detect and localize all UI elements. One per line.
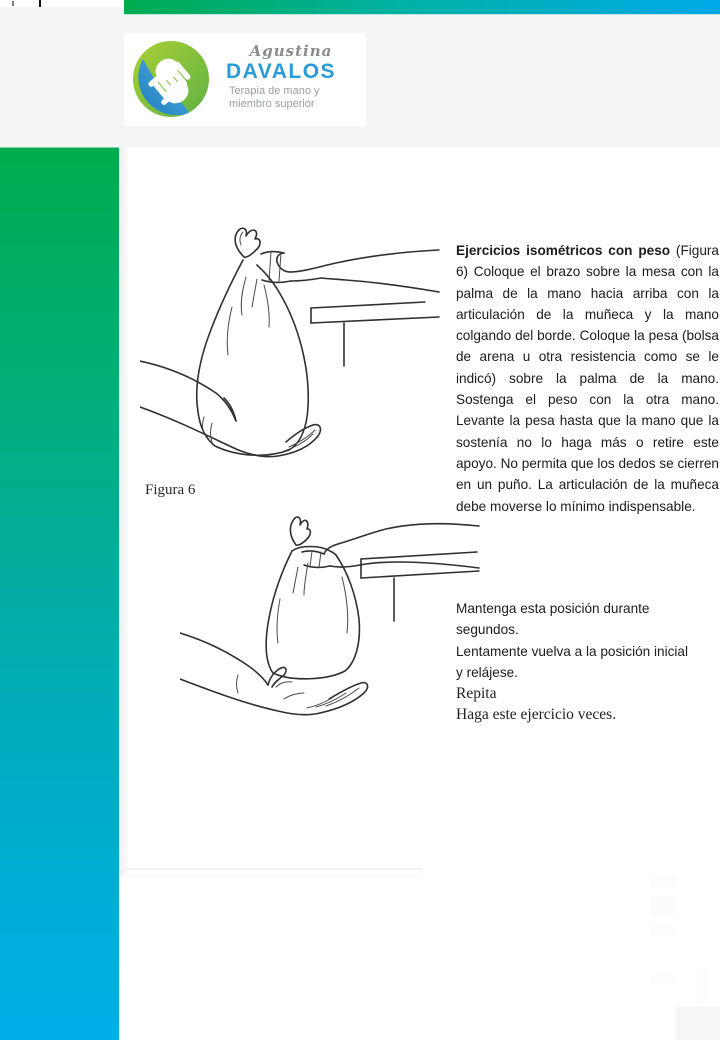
exercise-figref: (Figura 6) (456, 243, 719, 280)
instruction-line: Repita (456, 685, 497, 703)
page-edge-shadow (119, 147, 128, 875)
logo-tagline-line2: miembro superior (229, 98, 315, 110)
instruction-line: Mantenga esta posición durante (456, 601, 650, 616)
instruction-line: segundos. (456, 622, 519, 638)
faint-rect (650, 895, 677, 916)
side-accent-bar (0, 147, 119, 1040)
hands-logo-icon (131, 39, 211, 119)
exercise-body: Coloque el brazo sobre la mesa con la palma de la mano hacia arriba con la articulación de la muñeca y la mano colgando del borde. Coloque la pesa (bolsa de arena u otra resistencia como se le indicó) sobre la palma de la mano. Sostenga el peso con la otra mano. Levante la pesa hasta que la mano que la sostenía no lo haga más o retire este apoyo. No permita que los dedos se cierren en un puño. La articulación de la muñeca debe moverse lo mínimo indispensable. (456, 264, 719, 514)
ruler-strip (0, 0, 124, 7)
exercise-title: Ejercicios isométricos con peso (456, 243, 671, 258)
exercise-paragraph (456, 240, 719, 517)
faint-rect (650, 924, 677, 937)
logo-brand-name: DAVALOS (226, 60, 337, 83)
logo-text (226, 42, 356, 111)
divider-line (122, 868, 423, 870)
instruction-line: y relájese. (456, 664, 518, 680)
instruction-line: Haga este ejercicio veces. (456, 706, 617, 724)
sandbag-exercise-lift-illustration (180, 515, 480, 743)
corner-box (676, 1007, 720, 1040)
ruler-tick (39, 0, 41, 7)
faint-capsule (695, 967, 708, 1007)
divider-line (122, 876, 423, 877)
sandbag-exercise-start-illustration (140, 215, 440, 485)
logo (124, 33, 366, 126)
logo-tagline-line1: Terapia de mano y (229, 85, 320, 97)
hold-instructions (456, 598, 720, 726)
faint-rect (650, 973, 677, 986)
logo-tagline (226, 85, 356, 111)
ruler-tick (12, 1, 14, 6)
logo-script-name: Agustina (249, 42, 333, 60)
figure-caption: Figura 6 (145, 482, 196, 498)
top-accent-bar (124, 0, 720, 15)
faint-rect (650, 875, 677, 888)
instruction-line: Lentamente vuelva a la posición inicial (456, 643, 688, 659)
